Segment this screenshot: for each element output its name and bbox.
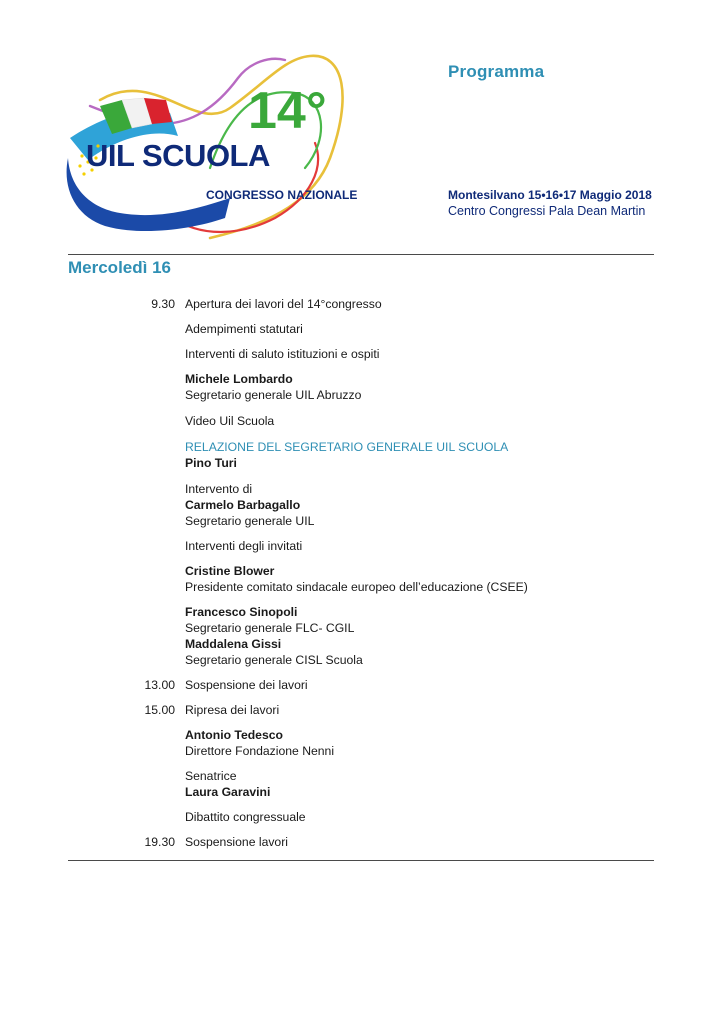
program-entry xyxy=(68,538,668,554)
program-body xyxy=(185,768,655,800)
program-entry xyxy=(68,481,668,529)
program-time xyxy=(68,481,185,529)
program-body xyxy=(185,702,655,718)
program-list xyxy=(68,287,668,850)
program-body xyxy=(185,538,655,554)
program-body xyxy=(185,439,655,471)
program-text: Interventi degli invitati xyxy=(185,539,303,553)
program-text: Intervento di xyxy=(185,482,253,496)
program-text: Sospensione dei lavori xyxy=(185,678,308,692)
venue-dates: Montesilvano 15•16•17 Maggio 2018 xyxy=(448,188,652,202)
program-text: Segretario generale UIL Abruzzo xyxy=(185,388,362,402)
program-body xyxy=(185,563,655,595)
program-entry xyxy=(68,563,668,595)
program-text: Interventi di saluto istituzioni e ospiti xyxy=(185,347,380,361)
speaker-name: Michele Lombardo xyxy=(185,372,293,386)
bottom-divider xyxy=(68,860,654,861)
program-text: Dibattito congressuale xyxy=(185,810,306,824)
program-entry xyxy=(68,809,668,825)
program-body xyxy=(185,727,655,759)
programma-title: Programma xyxy=(448,62,545,81)
program-time: 15.00 xyxy=(144,703,175,717)
program-text: Segretario generale FLC- CGIL xyxy=(185,621,355,635)
program-text: Segretario generale UIL xyxy=(185,514,315,528)
program-time xyxy=(68,371,185,403)
program-entry xyxy=(68,604,668,668)
program-body xyxy=(185,371,655,403)
uil-scuola-logo xyxy=(60,48,360,248)
program-time: 19.30 xyxy=(144,835,175,849)
program-text: Direttore Fondazione Nenni xyxy=(185,744,335,758)
program-body xyxy=(185,604,655,668)
program-entry xyxy=(68,439,668,471)
program-entry xyxy=(68,677,668,693)
speaker-name: Francesco Sinopoli xyxy=(185,605,298,619)
section-heading: RELAZIONE DEL SEGRETARIO GENERALE UIL SCUOLA xyxy=(185,440,509,454)
program-entry xyxy=(68,727,668,759)
program-body xyxy=(185,809,655,825)
program-time xyxy=(68,538,185,554)
program-entry xyxy=(68,834,668,850)
program-entry xyxy=(68,413,668,429)
speaker-name: Maddalena Gissi xyxy=(185,637,282,651)
program-body xyxy=(185,834,655,850)
speaker-name: Cristine Blower xyxy=(185,564,275,578)
logo-subtitle: CONGRESSO NAZIONALE xyxy=(206,188,358,202)
program-time xyxy=(68,346,185,362)
program-time xyxy=(68,768,185,800)
program-text: Video Uil Scuola xyxy=(185,414,275,428)
program-body xyxy=(185,677,655,693)
program-text: Adempimenti statutari xyxy=(185,322,303,336)
program-entry xyxy=(68,321,668,337)
program-text: Ripresa dei lavori xyxy=(185,703,280,717)
day-title: Mercoledì 16 xyxy=(68,258,171,277)
program-entry xyxy=(68,702,668,718)
program-entry xyxy=(68,371,668,403)
program-text: Sospensione lavori xyxy=(185,835,288,849)
program-time xyxy=(68,563,185,595)
program-time: 13.00 xyxy=(144,678,175,692)
program-body xyxy=(185,481,655,529)
program-entry xyxy=(68,346,668,362)
program-time xyxy=(68,809,185,825)
program-body xyxy=(185,296,655,312)
program-entry xyxy=(68,296,668,312)
logo-number: 14° xyxy=(248,82,327,140)
program-entry xyxy=(68,768,668,800)
program-time: 9.30 xyxy=(151,297,175,311)
program-body xyxy=(185,413,655,429)
speaker-name: Antonio Tedesco xyxy=(185,728,283,742)
program-text: Apertura dei lavori del 14°congresso xyxy=(185,297,382,311)
program-time xyxy=(68,321,185,337)
venue-place: Centro Congressi Pala Dean Martin xyxy=(448,204,646,218)
logo-main-text: UIL SCUOLA xyxy=(86,138,270,173)
top-divider xyxy=(68,254,654,255)
program-time xyxy=(68,727,185,759)
header-right xyxy=(448,62,678,82)
speaker-name: Laura Garavini xyxy=(185,785,271,799)
program-text: Segretario generale CISL Scuola xyxy=(185,653,363,667)
program-body xyxy=(185,321,655,337)
program-time xyxy=(68,604,185,668)
program-time xyxy=(68,439,185,471)
speaker-name: Pino Turi xyxy=(185,456,237,470)
program-text: Presidente comitato sindacale europeo dell’educazione (CSEE) xyxy=(185,580,528,594)
program-text: Senatrice xyxy=(185,769,237,783)
speaker-name: Carmelo Barbagallo xyxy=(185,498,301,512)
program-body xyxy=(185,346,655,362)
program-time xyxy=(68,413,185,429)
